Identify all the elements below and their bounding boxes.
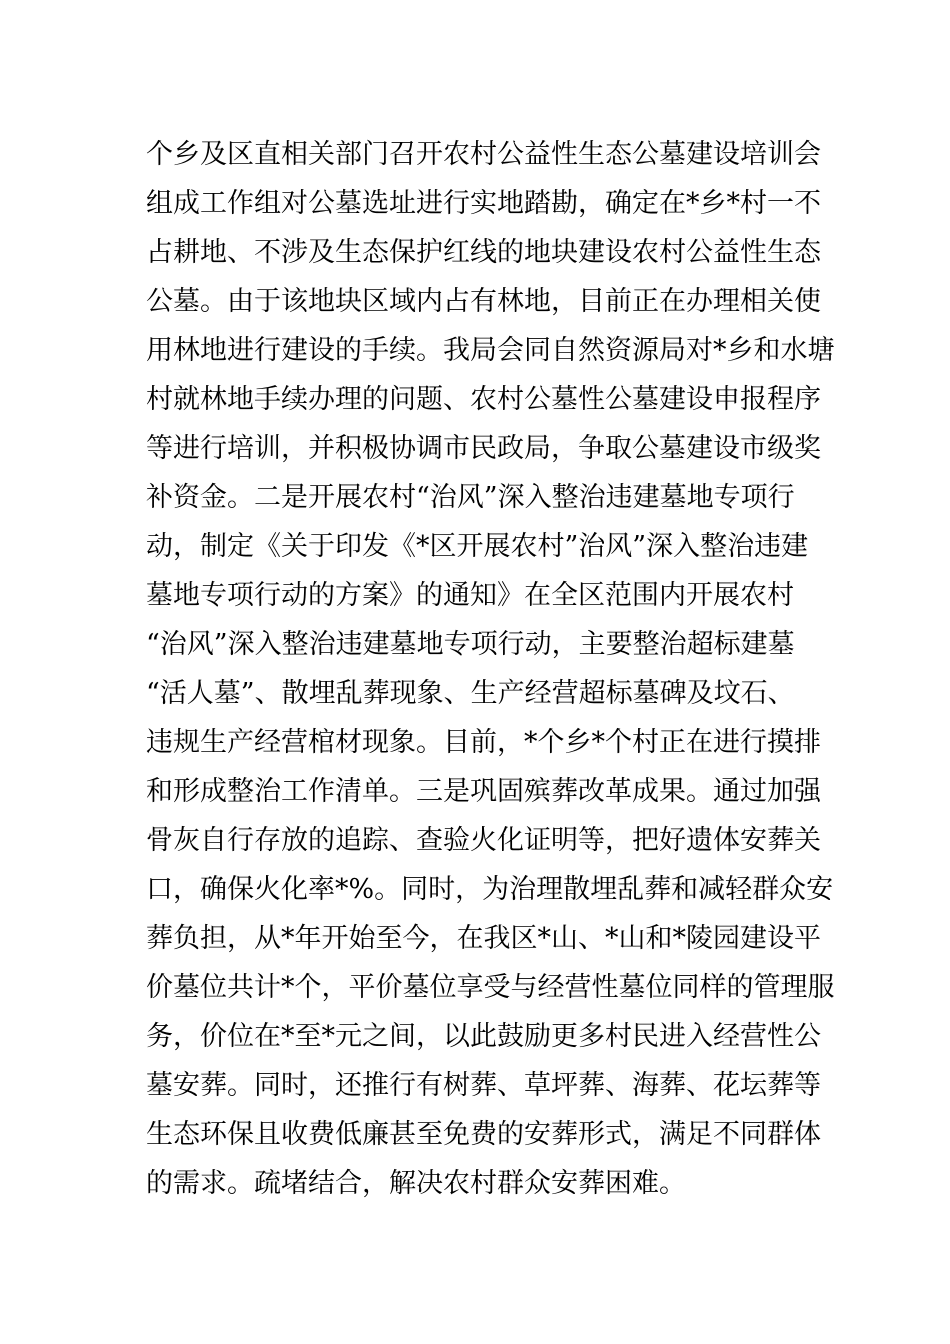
text-line: 违规生产经营棺材现象。目前，*个乡*个村正在进行摸排 bbox=[146, 727, 821, 758]
text-line: 用林地进行建设的手续。我局会同自然资源局对*乡和水塘 bbox=[146, 335, 835, 366]
text-line: 占耕地、不涉及生态保护红线的地块建设农村公益性生态 bbox=[146, 237, 821, 268]
text-line: 的需求。疏堵结合，解决农村群众安葬困难。 bbox=[146, 1168, 686, 1199]
text-line: 公墓。由于该地块区域内占有林地，目前正在办理相关使 bbox=[146, 286, 821, 317]
text-line: 组成工作组对公墓选址进行实地踏勘，确定在*乡*村一不 bbox=[146, 188, 821, 219]
text-line: 补资金。二是开展农村“治风”深入整治违建墓地专项行 bbox=[146, 482, 795, 513]
text-line: 和形成整治工作清单。三是巩固殡葬改革成果。通过加强 bbox=[146, 776, 821, 807]
text-line: 动，制定《关于印发《*区开展农村”治风”深入整治违建 bbox=[146, 531, 809, 562]
text-line: 葬负担，从*年开始至今，在我区*山、*山和*陵园建设平 bbox=[146, 923, 821, 954]
text-line: 生态环保且收费低廉甚至免费的安葬形式，满足不同群体 bbox=[146, 1119, 821, 1150]
text-line: 村就林地手续办理的问题、农村公墓性公墓建设申报程序 bbox=[146, 384, 821, 415]
body-text bbox=[146, 130, 835, 1208]
text-line: “活人墓”、散埋乱葬现象、生产经营超标墓碑及坟石、 bbox=[146, 678, 795, 709]
text-line: 骨灰自行存放的追踪、查验火化证明等，把好遗体安葬关 bbox=[146, 825, 821, 856]
text-line: 个乡及区直相关部门召开农村公益性生态公墓建设培训会 bbox=[146, 139, 821, 170]
text-line: 价墓位共计*个，平价墓位享受与经营性墓位同样的管理服 bbox=[146, 972, 835, 1003]
text-line: 口，确保火化率*%。同时，为治理散埋乱葬和减轻群众安 bbox=[146, 874, 834, 905]
text-line: 务，价位在*至*元之间，以此鼓励更多村民进入经营性公 bbox=[146, 1021, 821, 1052]
text-line: “治风”深入整治违建墓地专项行动，主要整治超标建墓 bbox=[146, 629, 795, 660]
text-line: 墓安葬。同时，还推行有树葬、草坪葬、海葬、花坛葬等 bbox=[146, 1070, 821, 1101]
text-line: 等进行培训，并积极协调市民政局，争取公墓建设市级奖 bbox=[146, 433, 821, 464]
text-line: 墓地专项行动的方案》的通知》在全区范围内开展农村 bbox=[146, 580, 794, 611]
